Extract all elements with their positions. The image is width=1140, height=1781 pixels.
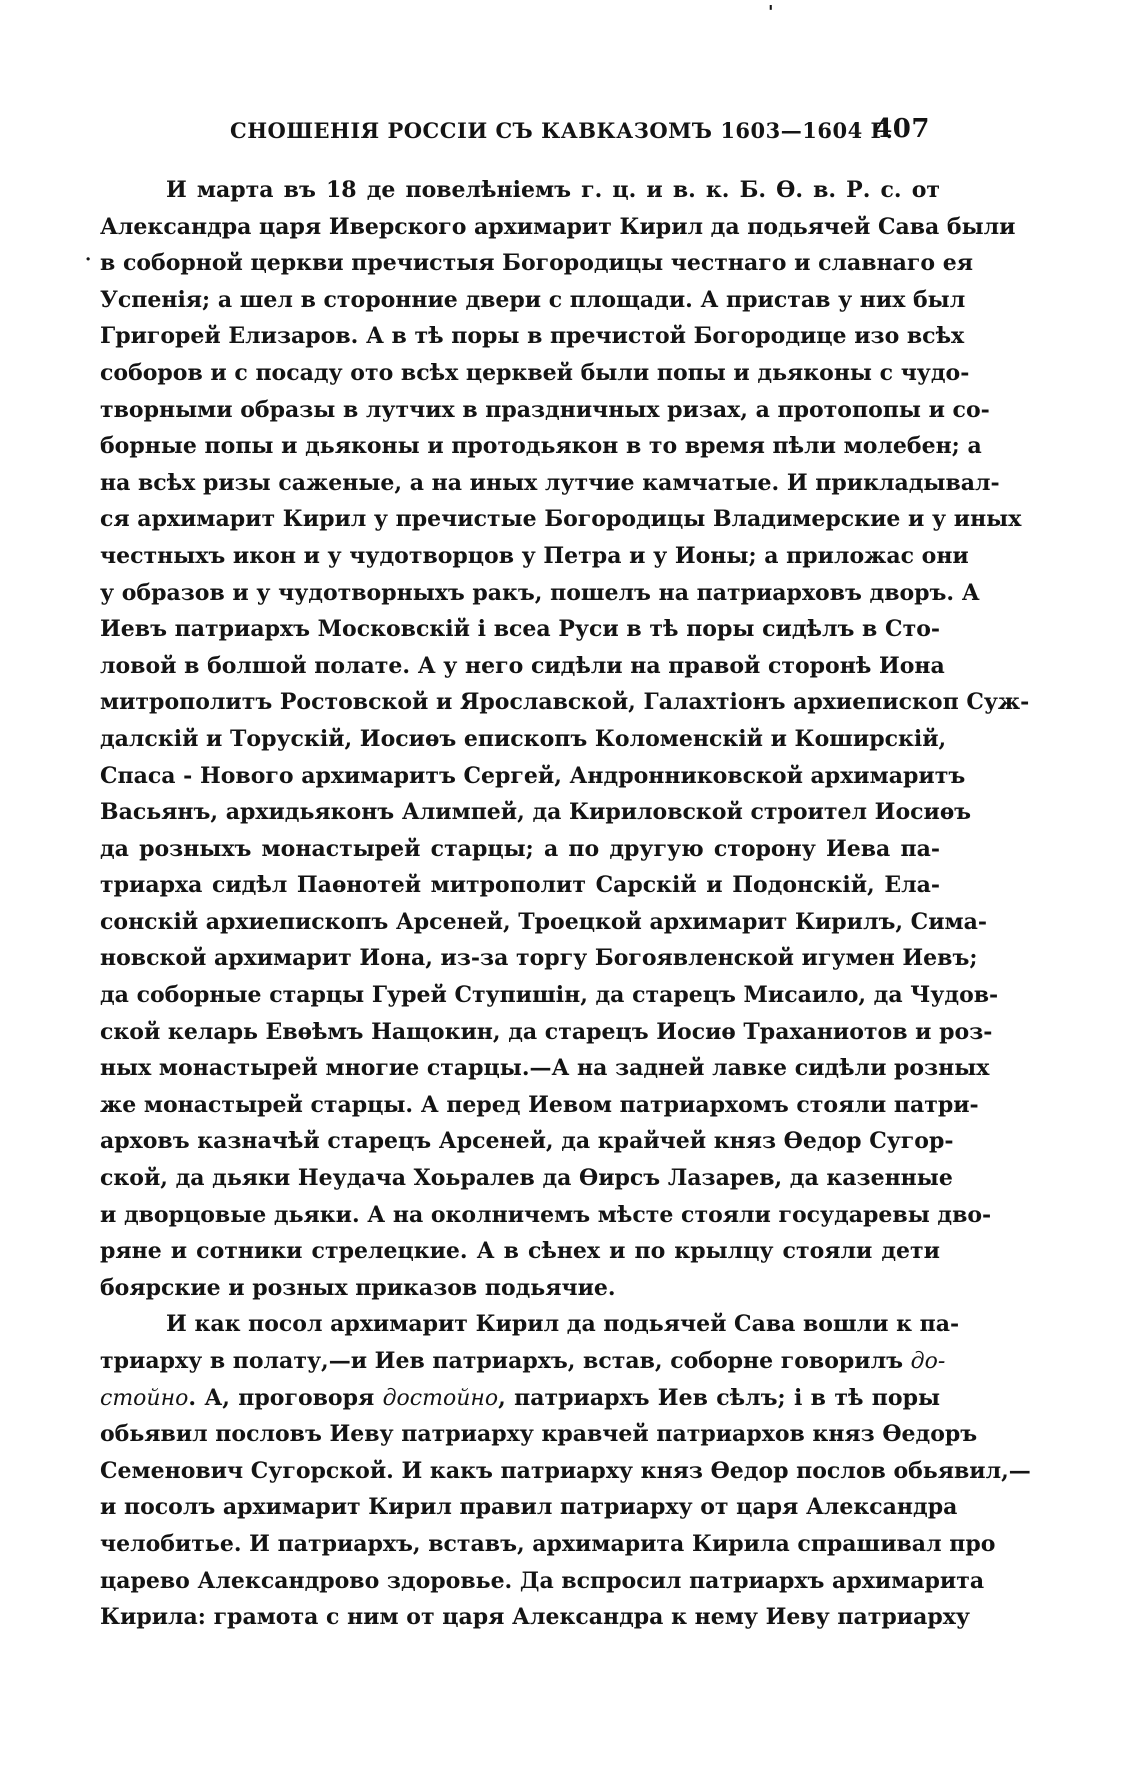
- text-line: честныхъ икон и у чудотворцов у Петра и у Ионы; а приложас они: [100, 542, 969, 569]
- text-line: же монастырей старцы. А перед Иевом патриархомъ стояли патри-: [100, 1091, 979, 1118]
- text-line: творными образы в лутчих в праздничных ризах, а протопопы и со-: [100, 396, 990, 423]
- text-line: ных монастырей многие старцы.—А на задней лавке сидѣли розных: [100, 1055, 990, 1082]
- text-line: И как посол архимарит Кирил да подьячей Сава вошли к па-: [166, 1311, 960, 1338]
- text-line: и дворцовые дьяки. А на околничемъ мѣсте стояли государевы дво-: [100, 1201, 992, 1228]
- text-line: далскій и Торускій, Иосиѳъ епископъ Коломенскій и Коширскій,: [100, 725, 947, 752]
- text-line: Григорей Елизаров. А в тѣ поры в пречистой Богородице изо всѣх: [100, 323, 965, 350]
- text-line: Спаса - Нового архимаритъ Сергей, Андронниковской архимаритъ: [100, 762, 966, 789]
- text-line: ской, да дьяки Неудача Хоьралев да Ѳирсъ Лазарев, да казенные: [100, 1165, 953, 1192]
- text-line: Иевъ патриархъ Московскій і всеа Руси в тѣ поры сидѣлъ в Сто-: [100, 616, 940, 643]
- text-line: царево Александрово здоровье. Да вспросил патриархъ архимарита: [100, 1567, 985, 1594]
- text-line: Александра царя Иверского архимарит Кирил да подьячей Сава были: [100, 213, 1016, 240]
- text-line: ся архимарит Кирил у пречистые Богородицы Владимерские и у иных: [100, 506, 1022, 533]
- text-line: да розныхъ монастырей старцы; а по другую сторону Иева па-: [100, 835, 940, 862]
- text-line: Васьянъ, архидьяконъ Алимпей, да Кириловской строител Иосиѳъ: [100, 799, 972, 826]
- text-line: ской келарь Евѳѣмъ Нащокин, да старецъ Иосиѳ Траханиотов и роз-: [100, 1018, 993, 1045]
- text-line: на всѣх ризы саженые, а на иных лутчие камчатые. И прикладывал-: [100, 469, 1000, 496]
- text-line: боярские и розных приказов подьячие.: [100, 1274, 616, 1301]
- text-line: Семенович Сугорской. И какъ патриарху княз Ѳедор послов обьявил,—: [100, 1457, 1031, 1484]
- text-line: да соборные старцы Гурей Ступишін, да старецъ Мисаило, да Чудов-: [100, 982, 999, 1009]
- running-head: [230, 114, 930, 154]
- running-head-title: СНОШЕНІЯ РОССІИ СЪ КАВКАЗОМЪ 1603—1604 Г.: [230, 118, 894, 143]
- page-number: 407: [874, 114, 930, 144]
- text-line: И марта въ 18 де повелѣніемъ г. ц. и в. к. Б. Ѳ. в. Р. с. от: [166, 177, 940, 203]
- text-line: у образов и у чудотворныхъ ракъ, пошелъ на патриарховъ дворъ. А: [100, 579, 980, 606]
- text-line-with-italic: триарху в полату,—и Иев патриархъ, встав, соборне говорилъ до-: [100, 1348, 946, 1374]
- text-line: обьявил пословъ Иеву патриарху кравчей патриархов княз Ѳедоръ: [100, 1421, 978, 1448]
- body-text: [100, 172, 1031, 1636]
- margin-dot-mark: ·: [85, 249, 92, 270]
- text-line: митрополитъ Ростовской и Ярославской, Галахтіонъ архиепископ Суж-: [100, 689, 1030, 716]
- paragraph-2: [100, 1306, 1031, 1635]
- italic-word: стойно: [100, 1385, 189, 1411]
- text-line: и посолъ архимарит Кирил правил патриарху от царя Александра: [100, 1494, 958, 1521]
- text-line-with-italic: стойно. А, проговоря достойно, патриархъ Иев сѣлъ; і в тѣ поры: [100, 1384, 941, 1411]
- text-line: в соборной церкви пречистыя Богородицы честнаго и славнаго ея: [100, 250, 973, 277]
- text-line: новской архимарит Иона, из-за торгу Богоявленской игумен Иевъ;: [100, 945, 978, 972]
- text-line: соборов и с посаду ото всѣх церквей были попы и дьяконы с чудо-: [100, 359, 970, 386]
- text-line: Кирила: грамота с ним от царя Александра к нему Иеву патриарху: [100, 1604, 970, 1631]
- text-line: борные попы и дьяконы и протодьякон в то время пѣли молебен; а: [100, 433, 982, 460]
- text-line: Успенія; а шел в сторонние двери с площади. А пристав у них был: [100, 286, 966, 313]
- text-line: арховъ казначѣй старецъ Арсеней, да крайчей княз Ѳедор Сугор-: [100, 1128, 954, 1155]
- italic-word: до-: [910, 1349, 946, 1374]
- paragraph-1: [100, 172, 1030, 1306]
- text-line: ряне и сотники стрелецкие. А в сѣнех и по крылцу стояли дети: [100, 1238, 940, 1265]
- text-line: челобитье. И патриархъ, вставъ, архимарита Кирила спрашивал про: [100, 1530, 996, 1557]
- text-line: сонскій архиепископъ Арсеней, Троецкой архимарит Кирилъ, Сима-: [100, 908, 988, 935]
- text-line: триарха сидѣл Паѳнотей митрополит Сарскій и Подонскій, Ела-: [100, 872, 940, 899]
- italic-word: достойно: [382, 1385, 499, 1411]
- text-line: ловой в болшой полате. А у него сидѣли на правой сторонѣ Иона: [100, 652, 945, 679]
- ink-speck-mark: ': [768, 2, 774, 23]
